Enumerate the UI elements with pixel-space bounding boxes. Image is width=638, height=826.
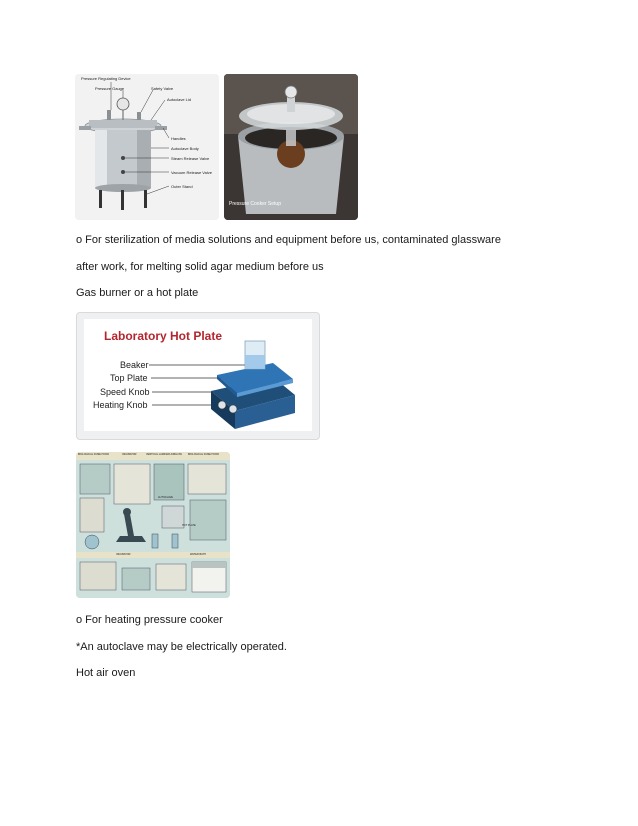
autoclave-diagram — [75, 74, 219, 220]
lab-collage-illustration — [76, 452, 230, 598]
collage-label: INCUBATOR — [122, 453, 137, 456]
autoclave-label: Steam Release Valve — [171, 156, 210, 161]
lab-equipment-collage — [76, 452, 230, 598]
hot-plate-title: Laboratory Hot Plate — [104, 329, 223, 343]
body-text: Hot air oven — [76, 667, 136, 679]
autoclave-label: Handles — [171, 136, 186, 141]
body-text: Gas burner or a hot plate — [76, 287, 199, 299]
hot-plate-label: Beaker — [120, 360, 149, 370]
body-text: o For sterilization of media solutions and equipment before us, contaminated glassware — [76, 234, 501, 246]
collage-label: BIOLOGICAL FUME HOOD — [188, 453, 220, 456]
collage-label: INCUBATOR — [116, 553, 131, 556]
autoclave-label: Pressure Regulating Device — [81, 76, 131, 81]
pressure-cooker-caption: Pressure Cooker Setup — [229, 201, 281, 207]
autoclave-label: Safety Valve — [151, 86, 174, 91]
hot-plate-label: Top Plate — [110, 373, 148, 383]
autoclave-label: Autoclave Lid — [167, 97, 192, 102]
hot-plate-label: Speed Knob — [100, 387, 150, 397]
collage-label: BIOLOGICAL FUME HOOD — [78, 453, 110, 456]
autoclave-label: Pressure Gauge — [95, 86, 125, 91]
autoclave-label: Vacuum Release Valve — [171, 170, 212, 175]
autoclave-label: Autoclave Body — [171, 146, 199, 151]
hot-plate-diagram — [76, 312, 320, 440]
collage-label: WATER BATH — [190, 553, 206, 556]
collage-label: HOT PLATE — [182, 524, 196, 527]
body-text: o For heating pressure cooker — [76, 614, 223, 626]
hot-plate-illustration — [77, 313, 319, 439]
pressure-cooker-photo — [224, 74, 358, 220]
hot-plate-label: Heating Knob — [93, 400, 148, 410]
collage-label: AUTOCLAVE — [158, 496, 173, 499]
body-text: *An autoclave may be electrically operated. — [76, 641, 287, 653]
autoclave-label: Outer Stand — [171, 184, 193, 189]
collage-label: VERTICAL LAMINAR AIRFLOW — [146, 453, 182, 456]
pressure-cooker-illustration — [224, 74, 358, 220]
body-text: after work, for melting solid agar medium before us — [76, 261, 324, 273]
